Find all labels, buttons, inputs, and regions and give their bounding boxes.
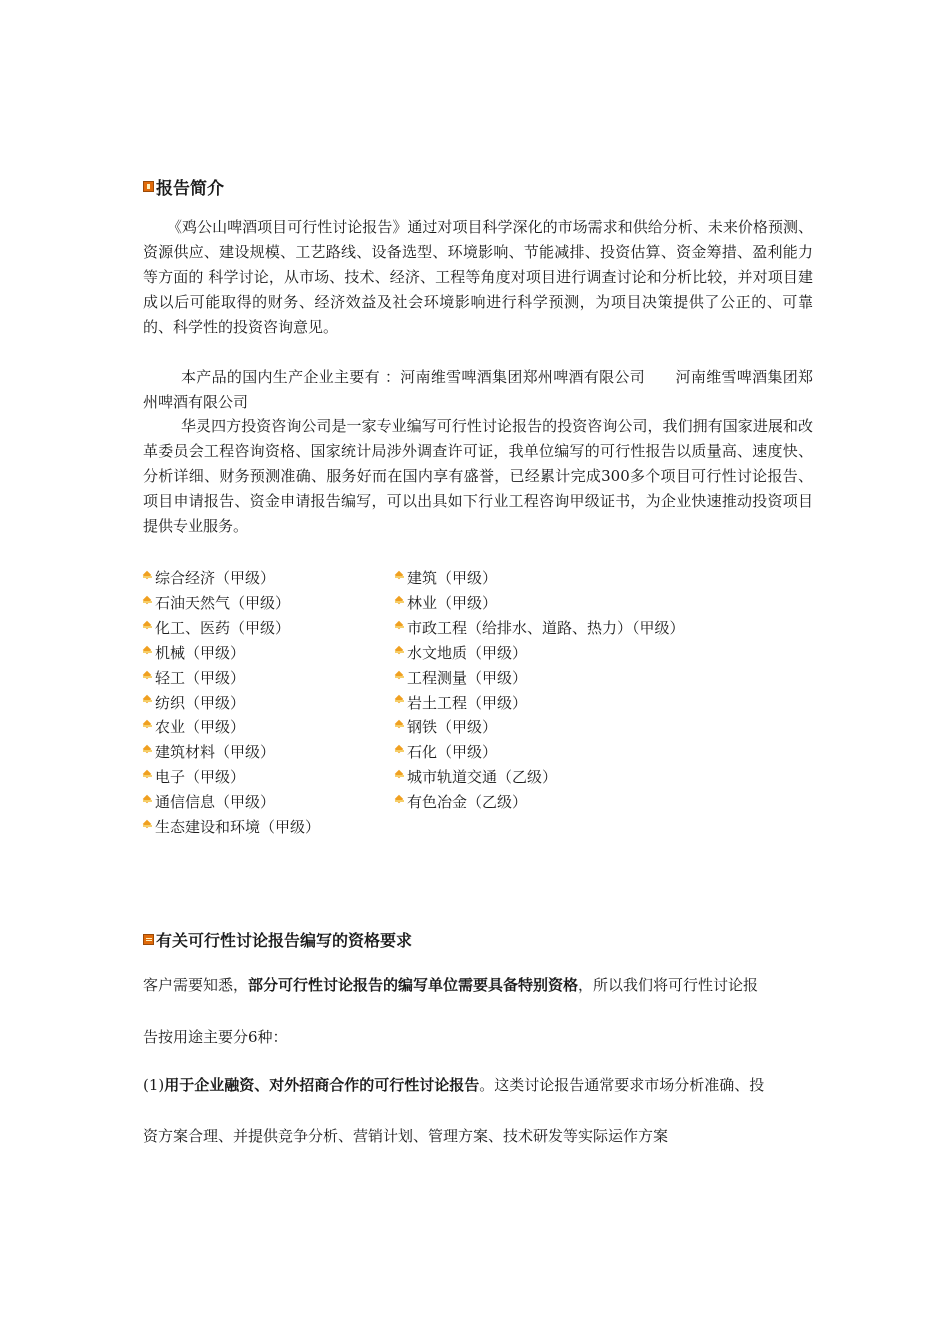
section-heading-qualification-requirements xyxy=(143,928,412,951)
intro-paragraph xyxy=(143,215,813,340)
list-item: 农业（甲级） xyxy=(143,715,320,740)
list-item: 石化（甲级） xyxy=(395,740,685,765)
orange-diamond-bullet-icon xyxy=(395,795,404,804)
orange-diamond-bullet-icon xyxy=(143,820,152,829)
orange-diamond-bullet-icon xyxy=(143,695,152,704)
qualification-list-left xyxy=(143,566,320,840)
list-item: 水文地质（甲级） xyxy=(395,641,685,666)
emphasis-text: 部分可行性讨论报告的编写单位需要具备特别资格 xyxy=(248,976,579,994)
orange-diamond-bullet-icon xyxy=(395,695,404,704)
list-item: 化工、医药（甲级） xyxy=(143,616,320,641)
producers-text: 本产品的国内生产企业主要有 ：河南维雪啤酒集团郑州啤酒有限公司 河南维雪啤酒集团郑州啤酒有限公司 xyxy=(143,368,813,411)
requirements-line-3: (1)用于企业融资、对外招商合作的可行性讨论报告。这类讨论报告通常要求市场分析准确、投 xyxy=(143,1076,765,1094)
section-title: 报告简介 xyxy=(156,179,224,199)
requirements-line-1: 客户需要知悉，部分可行性讨论报告的编写单位需要具备特别资格，所以我们将可行性讨论报 xyxy=(143,976,759,994)
list-item: 建筑材料（甲级） xyxy=(143,740,320,765)
orange-diamond-bullet-icon xyxy=(395,596,404,605)
orange-diamond-bullet-icon xyxy=(143,596,152,605)
orange-diamond-bullet-icon xyxy=(395,621,404,630)
list-item: 轻工（甲级） xyxy=(143,666,320,691)
intro-text: 《鸡公山啤酒项目可行性讨论报告》通过对项目科学深化的市场需求和供给分析、未来价格预测、资源供应、建设规模、工艺路线、设备选型、环境影响、节能减排、投资估算、资金筹措、盈利能力等方面的 科学讨论，从市场、技术、经济、工程等角度对项目进行调查讨论和分析比较，并对项目建成以后可能取得的财务、经济效益及社会环境影响进行科学预测，为项目决策提供了公正的、可靠的、科学性的投资咨询意见。 xyxy=(143,218,813,336)
producers-paragraph xyxy=(143,365,813,415)
list-item: 生态建设和环境（甲级） xyxy=(143,815,320,840)
orange-diamond-bullet-icon xyxy=(143,646,152,655)
list-item: 综合经济（甲级） xyxy=(143,566,320,591)
emphasis-text: 用于企业融资、对外招商合作的可行性讨论报告 xyxy=(164,1076,480,1094)
qualification-list-right xyxy=(395,566,685,815)
orange-diamond-bullet-icon xyxy=(395,720,404,729)
orange-diamond-bullet-icon xyxy=(395,671,404,680)
company-text: 华灵四方投资咨询公司是一家专业编写可行性讨论报告的投资咨询公司，我们拥有国家进展和改革委员会工程咨询资格、国家统计局涉外调查许可证，我单位编写的可行性报告以质量高、速度快、分析详细、财务预测准确、服务好而在国内享有盛誉，已经累计完成300多个项目可行性讨论报告、项目申请报告、资金申请报告编写，可以出具如下行业工程咨询甲级证书，为企业快速推动投资项目提供专业服务。 xyxy=(143,417,813,535)
company-paragraph xyxy=(143,414,813,539)
orange-diamond-bullet-icon xyxy=(143,671,152,680)
list-item: 石油天然气（甲级） xyxy=(143,591,320,616)
list-item: 林业（甲级） xyxy=(395,591,685,616)
list-item: 纺织（甲级） xyxy=(143,691,320,716)
orange-diamond-bullet-icon xyxy=(143,571,152,580)
list-item: 机械（甲级） xyxy=(143,641,320,666)
list-item: 电子（甲级） xyxy=(143,765,320,790)
list-item: 钢铁（甲级） xyxy=(395,715,685,740)
orange-diamond-bullet-icon xyxy=(143,621,152,630)
orange-diamond-bullet-icon xyxy=(143,745,152,754)
orange-diamond-bullet-icon xyxy=(143,795,152,804)
orange-diamond-bullet-icon xyxy=(395,770,404,779)
list-item: 城市轨道交通（乙级） xyxy=(395,765,685,790)
orange-diamond-bullet-icon xyxy=(395,571,404,580)
orange-diamond-bullet-icon xyxy=(395,646,404,655)
list-item: 有色冶金（乙级） xyxy=(395,790,685,815)
requirements-line-2: 告按用途主要分6种： xyxy=(143,1028,288,1046)
document-list-orange-icon xyxy=(143,934,154,945)
section-heading-report-intro xyxy=(143,174,224,199)
list-item: 通信信息（甲级） xyxy=(143,790,320,815)
orange-diamond-bullet-icon xyxy=(143,770,152,779)
orange-diamond-bullet-icon xyxy=(143,720,152,729)
list-item: 市政工程（给排水、道路、热力）（甲级） xyxy=(395,616,685,641)
requirements-line-4: 资方案合理、并提供竞争分析、营销计划、管理方案、技术研发等实际运作方案 xyxy=(143,1127,669,1145)
section-title: 有关可行性讨论报告编写的资格要求 xyxy=(156,931,413,950)
list-item: 岩土工程（甲级） xyxy=(395,691,685,716)
list-item: 建筑（甲级） xyxy=(395,566,685,591)
list-item: 工程测量（甲级） xyxy=(395,666,685,691)
orange-diamond-bullet-icon xyxy=(395,745,404,754)
document-orange-icon xyxy=(143,181,154,192)
